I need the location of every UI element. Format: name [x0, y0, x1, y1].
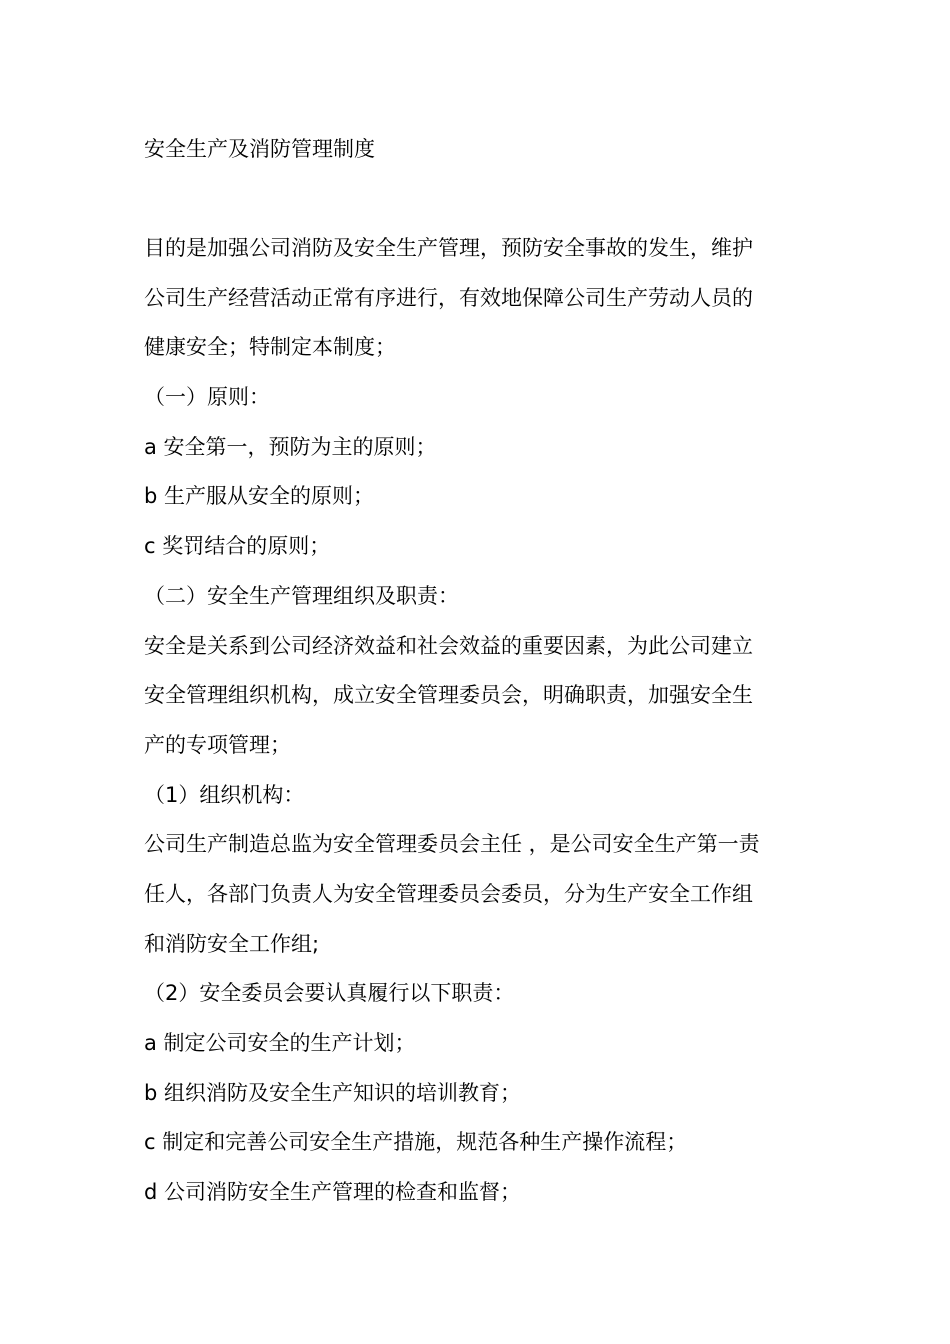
principle-item-a: a 安全第一，预防为主的原则； — [144, 434, 437, 459]
paragraph-line-organization-2: 安全管理组织机构，成立安全管理委员会，明确职责，加强安全生 — [144, 683, 753, 708]
paragraph-line-structure-1: 公司生产制造总监为安全管理委员会主任 ，是公司安全生产第一责 — [144, 832, 760, 857]
paragraph-line-organization-3: 产的专项管理； — [144, 732, 291, 757]
subsection-heading-duties: （2）安全委员会要认真履行以下职责： — [144, 981, 515, 1006]
paragraph-line-structure-3: 和消防安全工作组; — [144, 931, 320, 956]
principle-item-b: b 生产服从安全的原则； — [144, 484, 375, 509]
paragraph-line-structure-2: 任人，各部门负责人为安全管理委员会委员，分为生产安全工作组 — [144, 881, 753, 906]
duty-item-b: b 组织消防及安全生产知识的培训教育； — [144, 1080, 522, 1105]
paragraph-line-purpose-3: 健康安全；特制定本制度； — [144, 335, 396, 360]
document-title: 安全生产及消防管理制度 — [144, 137, 375, 161]
duty-item-c: c 制定和完善公司安全生产措施，规范各种生产操作流程； — [144, 1130, 688, 1155]
duty-item-d: d 公司消防安全生产管理的检查和监督； — [144, 1180, 522, 1205]
paragraph-line-organization-1: 安全是关系到公司经济效益和社会效益的重要因素，为此公司建立 — [144, 633, 753, 658]
section-heading-organization: （二）安全生产管理组织及职责： — [144, 583, 459, 608]
document-body — [144, 224, 806, 1218]
paragraph-line-purpose-1: 目的是加强公司消防及安全生产管理，预防安全事故的发生，维护 — [144, 236, 753, 260]
paragraph-line-purpose-2: 公司生产经营活动正常有序进行，有效地保障公司生产劳动人员的 — [144, 285, 753, 310]
section-heading-principles: （一）原则： — [144, 385, 270, 410]
duty-item-a: a 制定公司安全的生产计划； — [144, 1031, 416, 1055]
principle-item-c: c 奖罚结合的原则； — [144, 534, 331, 559]
subsection-heading-structure: （1）组织机构： — [144, 782, 305, 807]
